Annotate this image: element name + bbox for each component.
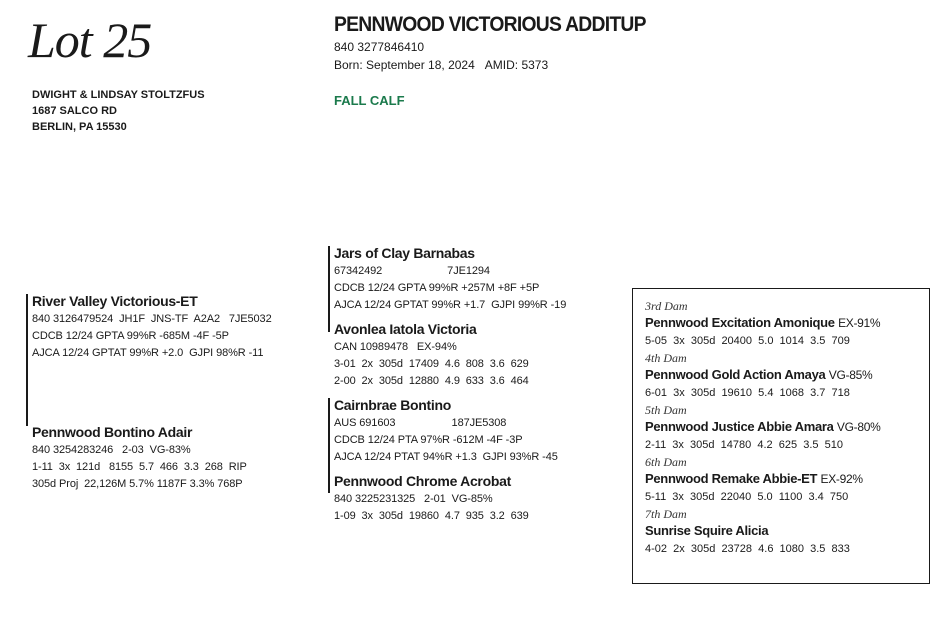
dam-name: Pennwood Bontino Adair (32, 424, 193, 440)
animal-name: PENNWOOD VICTORIOUS ADDITUP (334, 13, 646, 36)
dam-entry (645, 403, 880, 453)
dam-entry-class: EX-91% (838, 316, 881, 330)
dam-generation-label: 4th Dam (645, 351, 687, 365)
sire-sire-block (334, 243, 566, 314)
sire-dam-line-1: CAN 10989478 EX-94% (334, 341, 457, 353)
dam-sire-line-2: CDCB 12/24 PTA 97%R -612M -4F -3P (334, 434, 523, 446)
dam-dam-name: Pennwood Chrome Acrobat (334, 473, 511, 489)
dam-dam-block (334, 471, 529, 525)
dam-entry-record: 2-11 3x 305d 14780 4.2 625 3.5 510 (645, 439, 843, 451)
dam-sire-block (334, 395, 558, 466)
dam-generation-label: 7th Dam (645, 507, 687, 521)
dam-entry-record: 5-11 3x 305d 22040 5.0 1100 3.4 750 (645, 491, 849, 503)
sire-dam-name: Avonlea Iatola Victoria (334, 321, 477, 337)
sire-sire-line-3: AJCA 12/24 GPTAT 99%R +1.7 GJPI 99%R -19 (334, 299, 567, 311)
animal-meta (334, 38, 548, 74)
dam-side-bracket (328, 398, 330, 493)
dam-entry (645, 507, 880, 557)
sire-bracket (26, 294, 28, 426)
dam-entry-name-line (645, 313, 880, 333)
animal-born-line (334, 56, 548, 74)
dam-entry-name: Pennwood Excitation Amonique (645, 315, 835, 330)
sire-dam-line-2: 3-01 2x 305d 17409 4.6 808 3.6 629 (334, 358, 529, 370)
dam-lineage-list (645, 299, 880, 557)
dam-block (32, 422, 247, 493)
dam-entry-class: VG-85% (828, 368, 873, 382)
dam-entry-name: Pennwood Justice Abbie Amara (645, 419, 834, 434)
dam-entry-record: 5-05 3x 305d 20400 5.0 1014 3.5 709 (645, 335, 850, 347)
dam-entry-name-line (645, 469, 880, 489)
dam-entry (645, 455, 880, 505)
sire-sire-line-1: 67342492 7JE1294 (334, 265, 490, 277)
dam-line-1: 840 3254283246 2-03 VG-83% (32, 444, 191, 456)
dam-entry-name: Pennwood Gold Action Amaya (645, 367, 826, 382)
sire-line-1: 840 3126479524 JH1F JNS-TF A2A2 7JE5032 (32, 313, 272, 325)
dam-dam-line-1: 840 3225231325 2-01 VG-85% (334, 493, 493, 505)
dam-generation-label: 5th Dam (645, 403, 687, 417)
dam-entry-record: 6-01 3x 305d 19610 5.4 1068 3.7 718 (645, 387, 850, 399)
lot-number: Lot 25 (28, 12, 152, 68)
dam-line-2: 1-11 3x 121d 8155 5.7 466 3.3 268 RIP (32, 461, 247, 473)
dam-line-3: 305d Proj 22,126M 5.7% 1187F 3.3% 768P (32, 478, 243, 490)
sire-name: River Valley Victorious-ET (32, 293, 198, 309)
animal-class: FALL CALF (334, 93, 405, 108)
dam-sire-line-1: AUS 691603 187JE5308 (334, 417, 507, 429)
sire-dam-line-3: 2-00 2x 305d 12880 4.9 633 3.6 464 (334, 375, 529, 387)
consignor-address: 1687 SALCO RD (32, 105, 117, 117)
animal-amid: AMID: 5373 (484, 58, 549, 72)
sire-side-bracket (328, 246, 330, 332)
dam-entry-name-line (645, 521, 880, 541)
animal-born: Born: September 18, 2024 (334, 58, 475, 72)
sire-block (32, 291, 272, 362)
dam-entry-class: EX-92% (820, 472, 863, 486)
sire-sire-name: Jars of Clay Barnabas (334, 245, 475, 261)
dam-entry-record: 4-02 2x 305d 23728 4.6 1080 3.5 833 (645, 543, 850, 555)
sire-line-3: AJCA 12/24 GPTAT 99%R +2.0 GJPI 98%R -11 (32, 347, 264, 359)
dam-entry-name-line (645, 417, 880, 437)
dam-generation-label: 6th Dam (645, 455, 687, 469)
dam-entry-name-line (645, 365, 880, 385)
dam-sire-line-3: AJCA 12/24 PTAT 94%R +1.3 GJPI 93%R -45 (334, 451, 558, 463)
dam-dam-line-2: 1-09 3x 305d 19860 4.7 935 3.2 639 (334, 510, 529, 522)
consignor-block (32, 87, 205, 135)
consignor-name: DWIGHT & LINDSAY STOLTZFUS (32, 89, 205, 101)
sire-dam-block (334, 319, 529, 390)
dam-entry-name: Sunrise Squire Alicia (645, 523, 769, 538)
dam-entry-class: VG-80% (836, 420, 881, 434)
sire-sire-line-2: CDCB 12/24 GPTA 99%R +257M +8F +5P (334, 282, 540, 294)
consignor-city: BERLIN, PA 15530 (32, 121, 127, 133)
dam-entry (645, 299, 880, 349)
dam-lineage-box (632, 288, 930, 584)
dam-entry-name: Pennwood Remake Abbie-ET (645, 471, 818, 486)
animal-id: 840 3277846410 (334, 40, 425, 54)
dam-generation-label: 3rd Dam (645, 299, 688, 313)
dam-sire-name: Cairnbrae Bontino (334, 397, 452, 413)
sire-line-2: CDCB 12/24 GPTA 99%R -685M -4F -5P (32, 330, 229, 342)
dam-entry (645, 351, 880, 401)
